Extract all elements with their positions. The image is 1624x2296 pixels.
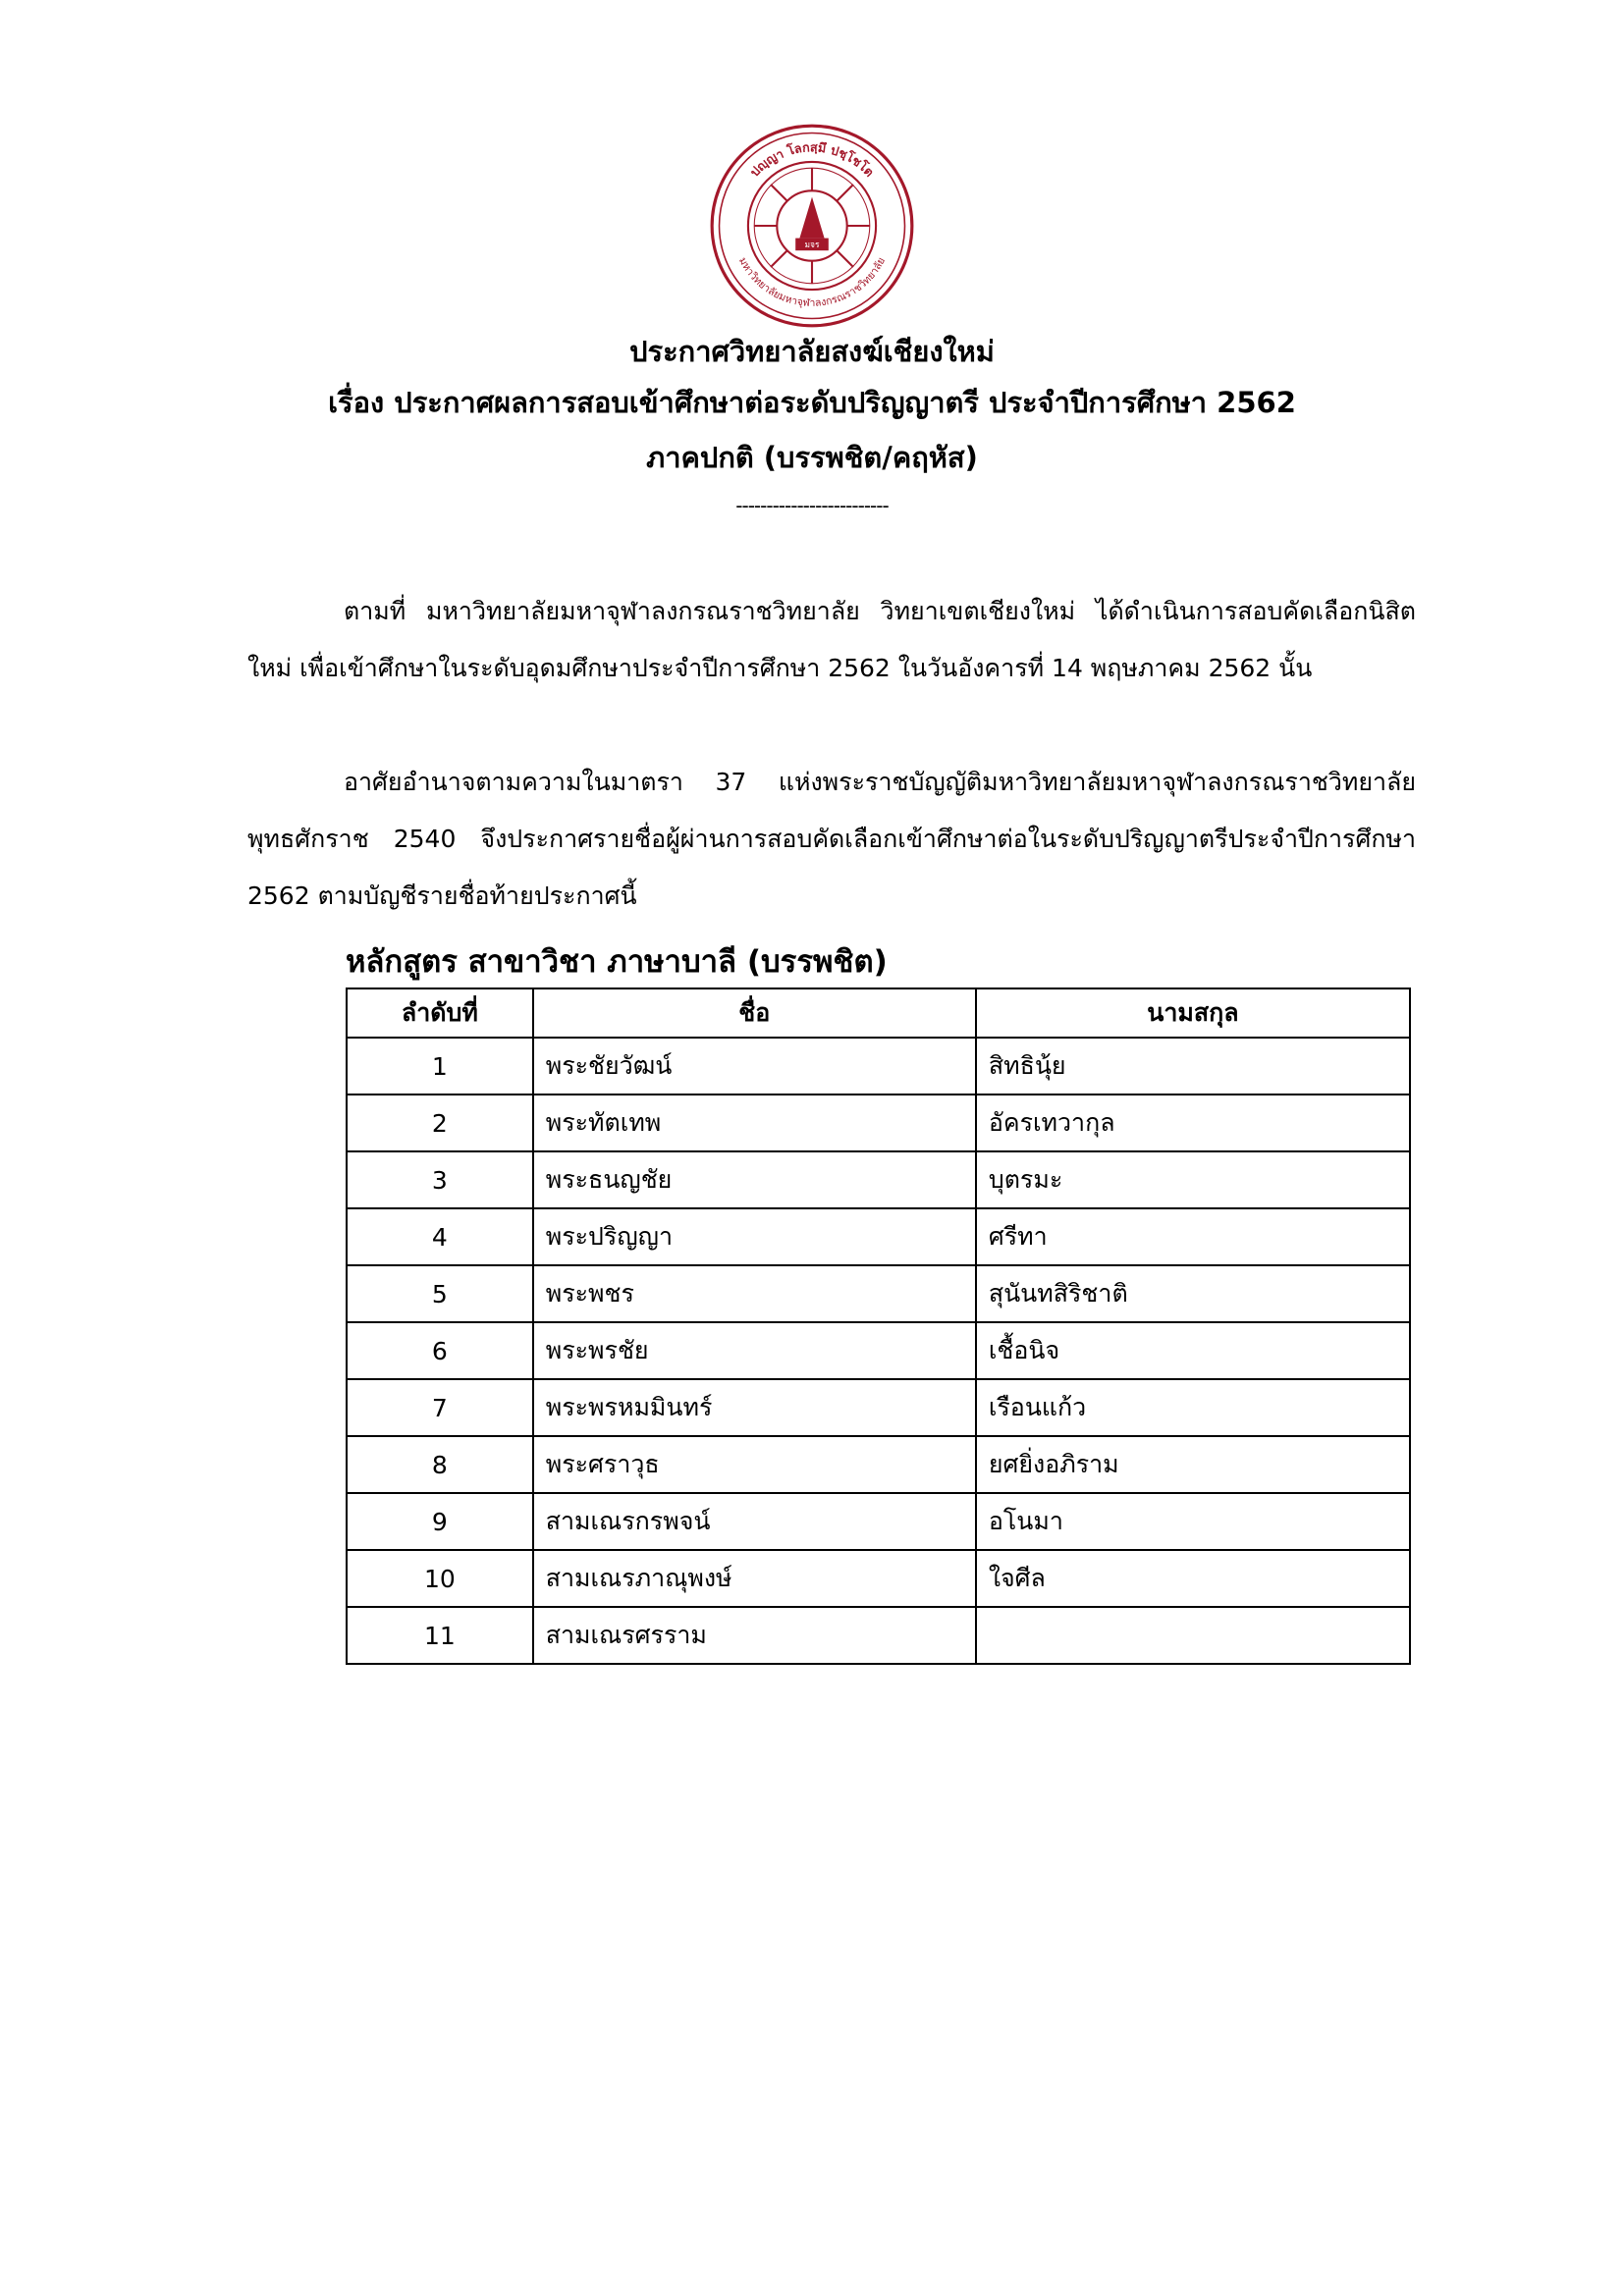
row-surname: ยศยิ่งอภิราม	[976, 1436, 1410, 1493]
row-number: 3	[347, 1151, 533, 1208]
announcement-title: ประกาศวิทยาลัยสงฆ์เชียงใหม่	[629, 335, 995, 368]
row-number: 5	[347, 1265, 533, 1322]
program-type: ภาคปกติ (บรรพชิต/คฤหัส)	[646, 441, 978, 474]
row-surname: สุนันทสิริชาติ	[976, 1265, 1410, 1322]
row-name: พระธนญชัย	[533, 1151, 976, 1208]
row-surname	[976, 1607, 1410, 1664]
table-row	[347, 1436, 1410, 1493]
row-number: 6	[347, 1322, 533, 1379]
table-row	[347, 1493, 1410, 1550]
row-number: 2	[347, 1095, 533, 1151]
column-header-number: ลำดับที่	[347, 988, 533, 1038]
row-name: พระพชร	[533, 1265, 976, 1322]
university-seal-logo	[709, 123, 915, 329]
row-name: พระปริญญา	[533, 1208, 976, 1265]
row-name: พระทัตเทพ	[533, 1095, 976, 1151]
table-row	[347, 1151, 1410, 1208]
paragraph-1	[247, 583, 1416, 697]
section-title: หลักสูตร สาขาวิชา ภาษาบาลี (บรรพชิต)	[346, 944, 888, 980]
paragraph-2	[247, 754, 1416, 925]
row-name: พระพรชัย	[533, 1322, 976, 1379]
row-name: สามเณรศรราม	[533, 1607, 976, 1664]
seal-top-motto: ปญฺญา โลกสฺมึ ปชฺโชโต	[746, 139, 878, 180]
separator-line: -------------------------	[735, 494, 889, 517]
row-number: 7	[347, 1379, 533, 1436]
column-header-surname: นามสกุล	[976, 988, 1410, 1038]
row-surname: ใจศีล	[976, 1550, 1410, 1607]
table-row	[347, 1550, 1410, 1607]
row-number: 9	[347, 1493, 533, 1550]
column-header-name: ชื่อ	[533, 988, 976, 1038]
table-row	[347, 1095, 1410, 1151]
table-row	[347, 1607, 1410, 1664]
row-number: 4	[347, 1208, 533, 1265]
row-surname: สิทธินุ้ย	[976, 1038, 1410, 1095]
row-name: สามเณรกรพจน์	[533, 1493, 976, 1550]
announcement-subject: เรื่อง ประกาศผลการสอบเข้าศึกษาต่อระดับปริญญาตรี ประจำปีการศึกษา 2562	[328, 386, 1296, 419]
results-table	[346, 988, 1411, 1665]
row-surname: เรือนแก้ว	[976, 1379, 1410, 1436]
seal-bottom-text: มหาวิทยาลัยมหาจุฬาลงกรณราชวิทยาลัย	[735, 255, 889, 309]
row-name: สามเณรภาณุพงษ์	[533, 1550, 976, 1607]
row-name: พระศราวุธ	[533, 1436, 976, 1493]
row-name: พระพรหมมินทร์	[533, 1379, 976, 1436]
paragraph-1-text: ตามที่ มหาวิทยาลัยมหาจุฬาลงกรณราชวิทยาลัย วิทยาเขตเชียงใหม่ ได้ดำเนินการสอบคัดเลือกนิสิตใหม่ เพื่อเข้าศึกษาในระดับอุดมศึกษาประจำปีการศึกษา 2562 ในวันอังคารที่ 14 พฤษภาคม 2562 นั้น	[247, 597, 1416, 682]
row-surname: ศรีทา	[976, 1208, 1410, 1265]
table-header-row	[347, 988, 1410, 1038]
table-row	[347, 1208, 1410, 1265]
row-number: 1	[347, 1038, 533, 1095]
table-row	[347, 1038, 1410, 1095]
seal-center-text: มจร	[804, 240, 820, 250]
table-row	[347, 1379, 1410, 1436]
paragraph-2-text: อาศัยอำนาจตามความในมาตรา 37 แห่งพระราชบัญญัติมหาวิทยาลัยมหาจุฬาลงกรณราชวิทยาลัย พุทธศักราช 2540 จึงประกาศรายชื่อผู้ผ่านการสอบคัดเลือกเข้าศึกษาต่อในระดับปริญญาตรีประจำปีการศึกษา 2562 ตามบัญชีรายชื่อท้ายประกาศนี้	[247, 768, 1416, 910]
row-number: 10	[347, 1550, 533, 1607]
row-name: พระชัยวัฒน์	[533, 1038, 976, 1095]
row-number: 11	[347, 1607, 533, 1664]
row-surname: อโนมา	[976, 1493, 1410, 1550]
table-row	[347, 1265, 1410, 1322]
row-surname: อัครเทวากุล	[976, 1095, 1410, 1151]
row-surname: บุตรมะ	[976, 1151, 1410, 1208]
row-surname: เชื้อนิจ	[976, 1322, 1410, 1379]
row-number: 8	[347, 1436, 533, 1493]
table-row	[347, 1322, 1410, 1379]
